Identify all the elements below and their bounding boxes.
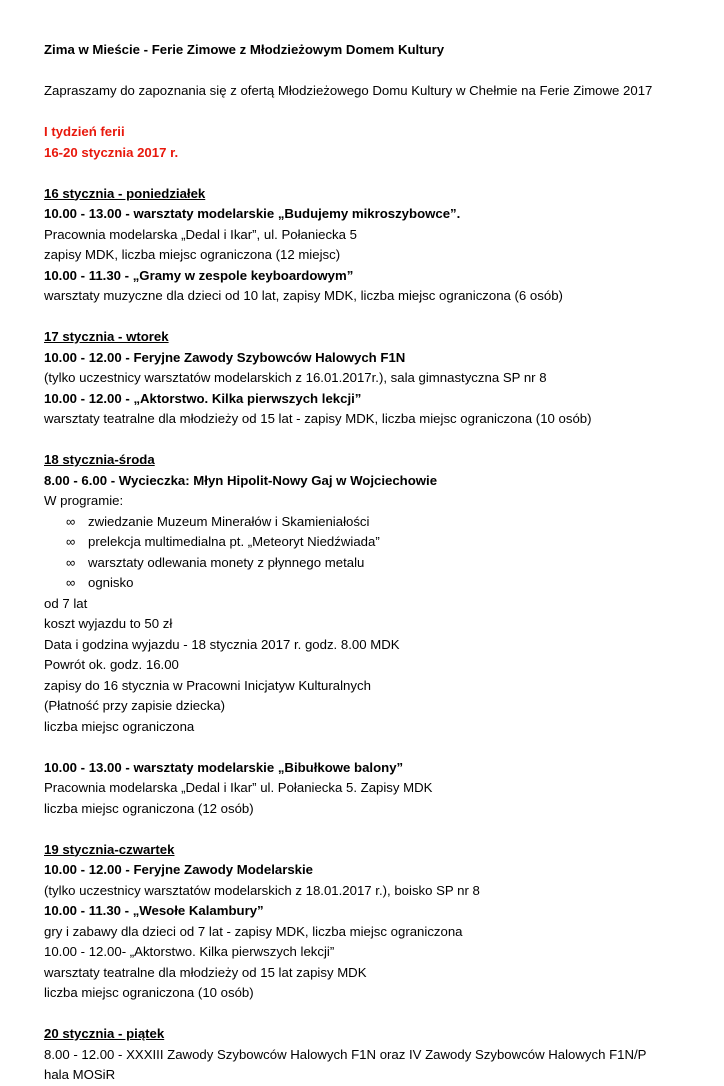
event-title: 8.00 - 6.00 - Wycieczka: Młyn Hipolit-Nowy Gaj w Wojciechowie [44, 472, 438, 488]
event-detail: (Płatność przy zapisie dziecka) [44, 698, 226, 713]
spacer [44, 430, 704, 451]
list-item [66, 532, 704, 553]
event-detail: warsztaty muzyczne dla dzieci od 10 lat, zapisy MDK, liczba miejsc ograniczona (6 osób) [44, 288, 563, 303]
list-item [66, 512, 704, 533]
day-heading: 20 stycznia - piątek [44, 1026, 165, 1041]
spacer [44, 61, 704, 82]
event-title: 10.00 - 12.00 - „Aktorstwo. Kilka pierwszych lekcji” [44, 390, 362, 406]
event-detail: liczba miejsc ograniczona (10 osób) [44, 985, 254, 1000]
intro-text: Zapraszamy do zapoznania się z ofertą Młodzieżowego Domu Kultury w Chełmie na Ferie Zimowe 2017 [44, 83, 653, 98]
event-detail: Pracownia modelarska „Dedal i Ikar”, ul. Połaniecka 5 [44, 226, 357, 242]
event-detail: (tylko uczestnicy warsztatów modelarskich z 16.01.2017r.), sala gimnastyczna SP nr 8 [44, 370, 547, 385]
event-title: 10.00 - 11.30 - „Wesołe Kalambury” [44, 903, 264, 918]
list-item-text: warsztaty odlewania monety z płynnego metalu [88, 554, 365, 570]
spacer [44, 102, 704, 123]
event-title: 10.00 - 13.00 - warsztaty modelarskie „Bibułkowe balony” [44, 759, 404, 775]
day-heading: 16 stycznia - poniedziałek [44, 185, 206, 201]
day-20-section [44, 1024, 704, 1086]
infinity-bullet-icon: ∞ [66, 554, 76, 570]
infinity-bullet-icon: ∞ [66, 513, 76, 529]
event-title: 10.00 - 11.30 - „Gramy w zespole keyboardowym” [44, 267, 354, 283]
week-dates: 16-20 stycznia 2017 r. [44, 144, 179, 160]
event-detail: liczba miejsc ograniczona [44, 718, 195, 734]
program-list [44, 512, 704, 594]
spacer [44, 819, 704, 840]
spacer [44, 737, 704, 758]
list-item-text: prelekcja multimedialna pt. „Meteoryt Niedźwiada” [88, 534, 380, 549]
event-detail: warsztaty teatralne dla młodzieży od 15 lat zapisy MDK [44, 964, 367, 980]
day-18-section [44, 450, 704, 819]
event-detail: zapisy do 16 stycznia w Pracowni Inicjatyw Kulturalnych [44, 677, 371, 693]
document-title: Zima w Mieście - Ferie Zimowe z Młodzieżowym Domem Kultury [44, 42, 445, 57]
event-detail: gry i zabawy dla dzieci od 7 lat - zapisy MDK, liczba miejsc ograniczona [44, 923, 463, 939]
event-detail: Powrót ok. godz. 16.00 [44, 657, 179, 672]
document-page [44, 40, 704, 1086]
event-title: 10.00 - 13.00 - warsztaty modelarskie „Budujemy mikroszybowce”. [44, 206, 461, 221]
list-item [66, 573, 704, 594]
day-16-section [44, 184, 704, 307]
event-detail: zapisy MDK, liczba miejsc ograniczona (12 miejsc) [44, 247, 341, 262]
program-label: W programie: [44, 493, 124, 508]
event-title: 10.00 - 12.00 - Feryjne Zawody Szybowców Halowych F1N [44, 349, 406, 365]
event-detail: 10.00 - 12.00- „Aktorstwo. Kilka pierwszych lekcji” [44, 944, 335, 959]
list-item [66, 553, 704, 574]
event-detail: Pracownia modelarska „Dedal i Ikar” ul. Połaniecka 5. Zapisy MDK [44, 780, 433, 795]
day-19-section [44, 840, 704, 1004]
infinity-bullet-icon: ∞ [66, 534, 76, 549]
event-detail: warsztaty teatralne dla młodzieży od 15 lat - zapisy MDK, liczba miejsc ograniczona (10 osób) [44, 411, 592, 426]
event-detail: Data i godzina wyjazdu - 18 stycznia 2017 r. godz. 8.00 MDK [44, 636, 400, 652]
spacer [44, 163, 704, 184]
event-detail: (tylko uczestnicy warsztatów modelarskich z 18.01.2017 r.), boisko SP nr 8 [44, 882, 480, 898]
day-heading: 17 stycznia - wtorek [44, 329, 169, 344]
day-17-section [44, 327, 704, 430]
spacer [44, 307, 704, 328]
week-label: I tydzień ferii [44, 124, 125, 139]
day-heading: 18 stycznia-środa [44, 452, 155, 467]
list-item-text: zwiedzanie Muzeum Minerałów i Skamieniałości [88, 513, 370, 529]
event-detail: 8.00 - 12.00 - XXXIII Zawody Szybowców Halowych F1N oraz IV Zawody Szybowców Halowych F1N/P [44, 1046, 647, 1062]
spacer [44, 1004, 704, 1025]
event-detail: hala MOSiR [44, 1067, 116, 1082]
event-detail: koszt wyjazdu to 50 zł [44, 616, 173, 631]
infinity-bullet-icon: ∞ [66, 575, 76, 590]
day-heading: 19 stycznia-czwartek [44, 841, 175, 857]
list-item-text: ognisko [88, 575, 134, 590]
event-detail: od 7 lat [44, 595, 88, 611]
event-detail: liczba miejsc ograniczona (12 osób) [44, 800, 254, 816]
event-title: 10.00 - 12.00 - Feryjne Zawody Modelarskie [44, 862, 313, 877]
